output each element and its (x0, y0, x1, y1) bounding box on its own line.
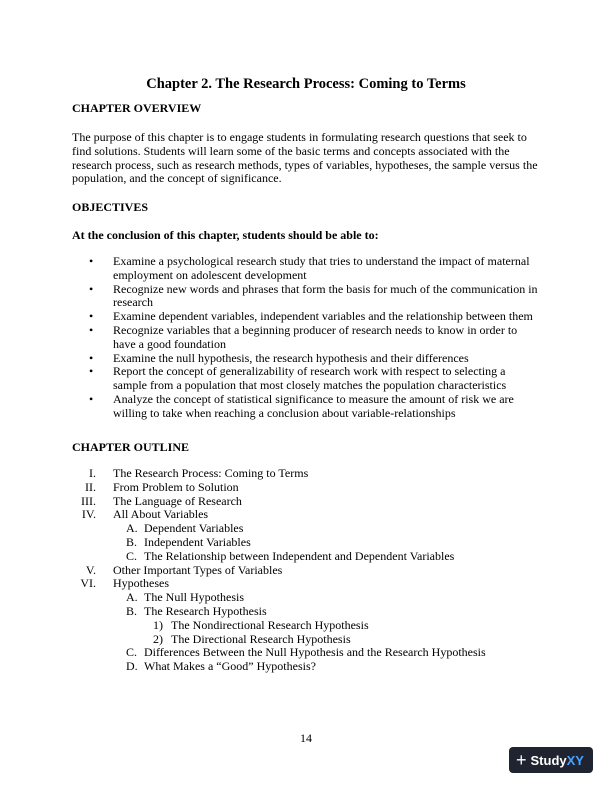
outline-marker: C. (126, 548, 138, 563)
outline-heading: CHAPTER OUTLINE (72, 440, 190, 454)
outline-marker: IV. (81, 507, 96, 522)
objectives-subheading: At the conclusion of this chapter, students should be able to: (72, 228, 379, 242)
outline-text: What Makes a “Good” Hypothesis? (144, 659, 316, 674)
outline-text: The Nondirectional Research Hypothesis (171, 617, 369, 632)
outline-marker: C. (126, 645, 138, 660)
objective-line: willing to take when reaching a conclusion about variable-relationships (113, 405, 456, 420)
overview-paragraph (72, 131, 542, 186)
outline-marker: A. (126, 590, 138, 605)
outline-text: The Research Process: Coming to Terms (113, 466, 309, 480)
objective-line: have a good foundation (113, 336, 226, 351)
bullet-icon: • (89, 309, 94, 324)
outline-marker: A. (126, 521, 138, 536)
outline-text: The Null Hypothesis (144, 590, 244, 605)
objectives-list (0, 255, 543, 421)
objective-line: Examine a psychological research study that tries to understand the impact of maternal (113, 254, 530, 268)
outline-marker: 2) (153, 631, 163, 646)
objective-item (0, 283, 543, 311)
bullet-icon: • (89, 364, 94, 379)
page-number: 14 (300, 731, 312, 745)
brand-main: Study (530, 752, 567, 768)
outline-marker: II. (85, 479, 96, 494)
objective-line: Recognize variables that a beginning producer of research needs to know in order to (113, 322, 518, 337)
overview-line: research process, such as research methods, types of variables, hypotheses, the sample versus the (72, 157, 538, 172)
brand-name (531, 753, 584, 768)
outline-marker: III. (81, 493, 96, 508)
outline-text: Dependent Variables (144, 521, 244, 536)
objective-line: research (113, 295, 153, 310)
plus-icon: + (516, 750, 527, 770)
objective-item (0, 365, 543, 393)
overview-heading: CHAPTER OVERVIEW (72, 101, 202, 115)
objective-line: Report the concept of generalizability of research work with respect to selecting a (113, 364, 506, 379)
objective-item (0, 255, 543, 283)
outline-text: The Language of Research (113, 493, 242, 508)
outline-text: Differences Between the Null Hypothesis and the Research Hypothesis (144, 645, 486, 660)
objective-item (0, 352, 543, 366)
chapter-title: Chapter 2. The Research Process: Coming to Terms (146, 76, 466, 92)
bullet-icon: • (89, 254, 94, 268)
outline-text: The Research Hypothesis (144, 603, 267, 618)
objective-line: employment on adolescent development (113, 267, 307, 282)
objective-item (0, 324, 543, 352)
outline-marker: I. (89, 466, 96, 480)
outline-marker: 1) (153, 617, 163, 632)
objective-line: Analyze the concept of statistical significance to measure the amount of risk we are (113, 391, 514, 406)
studyxy-badge[interactable] (509, 747, 593, 773)
bullet-icon: • (89, 350, 94, 365)
outline-text: The Directional Research Hypothesis (171, 631, 351, 646)
outline-text: From Problem to Solution (113, 479, 239, 494)
outline-text: The Relationship between Independent and Dependent Variables (144, 548, 455, 563)
brand-accent: XY (566, 752, 584, 768)
overview-line: The purpose of this chapter is to engage students in formulating research questions that seek to (72, 130, 527, 144)
objective-line: Examine the null hypothesis, the research hypothesis and their differences (113, 350, 469, 365)
objective-line: Examine dependent variables, independent variables and the relationship between them (113, 309, 533, 324)
objective-line: sample from a population that most closely matches the population characteristics (113, 378, 507, 393)
objective-item (0, 393, 543, 421)
outline-marker: B. (126, 603, 138, 618)
objective-item (0, 310, 543, 324)
objectives-heading: OBJECTIVES (72, 200, 149, 214)
objective-line: Recognize new words and phrases that form the basis for much of the communication in (113, 281, 538, 296)
outline-text: Other Important Types of Variables (113, 562, 283, 577)
outline-marker: VI. (80, 576, 96, 591)
outline-text: All About Variables (113, 507, 209, 522)
overview-line: population, and the concept of significance. (72, 171, 282, 186)
outline-text: Independent Variables (144, 534, 251, 549)
outline-marker: D. (126, 659, 138, 674)
bullet-icon: • (89, 322, 94, 337)
bullet-icon: • (89, 391, 94, 406)
outline-text: Hypotheses (113, 576, 169, 591)
bullet-icon: • (89, 281, 94, 296)
outline-marker: V. (85, 562, 96, 577)
outline-marker: B. (126, 534, 138, 549)
overview-line: find solutions. Students will learn some of the basic terms and concepts associated with the (72, 143, 510, 158)
